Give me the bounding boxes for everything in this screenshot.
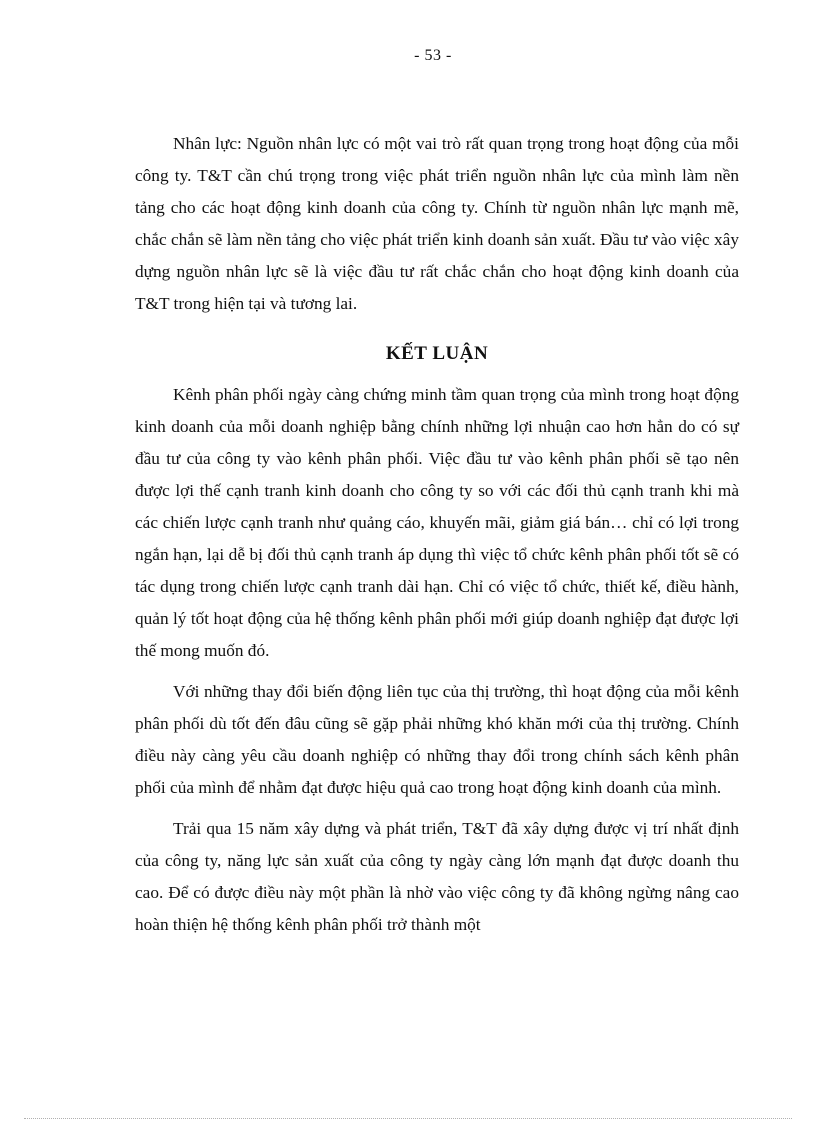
paragraph-human-resources: Nhân lực: Nguồn nhân lực có một vai trò rất quan trọng trong hoạt động của mỗi công ty. T&T cần chú trọng trong việc phát triển nguồn nhân lực của mình làm nền tảng cho các hoạt động kinh doanh của công ty. Chính từ nguồn nhân lực mạnh mẽ, chắc chắn sẽ làm nền tảng cho việc phát triển kinh doanh sản xuất. Đầu tư vào việc xây dựng nguồn nhân lực sẽ là việc đầu tư rất chắc chắn cho hoạt động kinh doanh của T&T trong hiện tại và tương lai. <box>135 134 739 313</box>
page-bottom-rule <box>24 1118 792 1119</box>
page-number: - 53 - <box>414 47 452 64</box>
paragraph-conclusion-1: Kênh phân phối ngày càng chứng minh tầm quan trọng của mình trong hoạt động kinh doanh của mỗi doanh nghiệp bằng chính những lợi nhuận cao hơn hẳn do có sự đầu tư của công ty vào kênh phân phối. Việc đầu tư vào kênh phân phối sẽ tạo nên được lợi thế cạnh tranh kinh doanh cho công ty so với các đối thủ cạnh tranh khi mà các chiến lược cạnh tranh như quảng cáo, khuyến mãi, giảm giá bán… chỉ có lợi trong ngắn hạn, lại dễ bị đối thủ cạnh tranh áp dụng thì việc tổ chức kênh phân phối tốt sẽ có tác dụng trong chiến lược cạnh tranh dài hạn. Chỉ có việc tổ chức, thiết kế, điều hành, quản lý tốt hoạt động của hệ thống kênh phân phối mới giúp doanh nghiệp đạt được lợi thế mong muốn đó. <box>135 385 739 660</box>
document-body <box>135 128 739 950</box>
paragraph-conclusion-3: Trải qua 15 năm xây dựng và phát triển, T&T đã xây dựng được vị trí nhất định của công ty, năng lực sản xuất của công ty ngày càng lớn mạnh đạt được doanh thu cao. Để có được điều này một phần là nhờ vào việc công ty đã không ngừng nâng cao hoàn thiện hệ thống kênh phân phối trở thành một <box>135 819 739 934</box>
section-title: KẾT LUẬN <box>385 343 489 364</box>
paragraph-conclusion-2: Với những thay đổi biến động liên tục của thị trường, thì hoạt động của mỗi kênh phân phối dù tốt đến đâu cũng sẽ gặp phải những khó khăn mới của thị trường. Chính điều này càng yêu cầu doanh nghiệp có những thay đổi trong chính sách kênh phân phối của mình để nhằm đạt được hiệu quả cao trong hoạt động kinh doanh của mình. <box>135 682 739 797</box>
